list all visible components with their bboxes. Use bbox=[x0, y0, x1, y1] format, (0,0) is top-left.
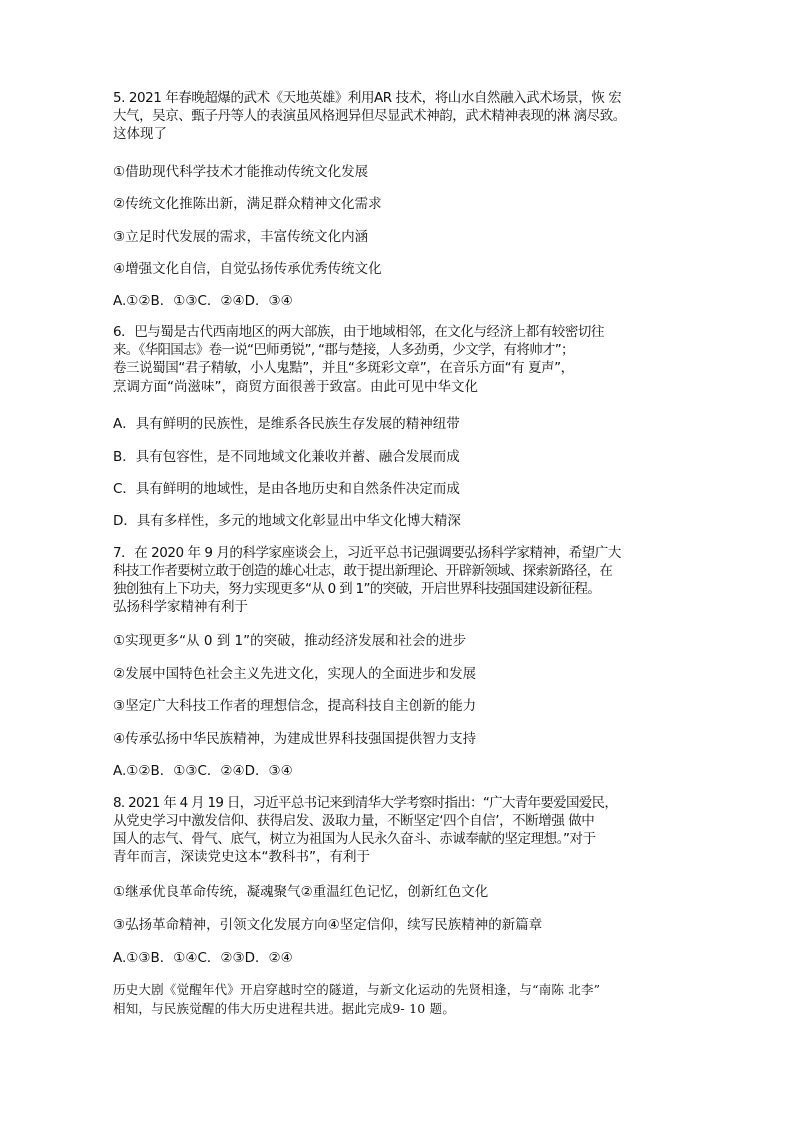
q7-item-1: ①实现更多“从 0 到 1”的突破，推动经济发展和社会的进步 bbox=[113, 633, 467, 649]
q6-option-d: D．具有多样性，多元的地域文化彰显出中华文化博大精深 bbox=[113, 513, 461, 529]
q5-item-1: ①借助现代科学技术才能推动传统文化发展 bbox=[113, 164, 369, 180]
q8-item-2: ③弘扬革命精神，引领文化发展方向④坚定信仰，续写民族精神的新篇章 bbox=[113, 917, 543, 933]
q7-stem-line-3: 独创独有上下功夫，努力实现更多“从 0 到 1”的突破，开启世界科技强国建设新征程。 bbox=[113, 581, 601, 597]
q6-stem-line-4: 烹调方面“尚滋味”，商贸方面很善于致富。由此可见中华文化 bbox=[113, 379, 478, 395]
q7-stem-line-4: 弘扬科学家精神有利于 bbox=[113, 599, 248, 615]
q5-stem-line-3: 这体现了 bbox=[113, 126, 167, 142]
q7-stem-line-1: 7．在 2020 年 9 月的科学家座谈会上，习近平总书记强调要弘扬科学家精神，希望广大 bbox=[113, 545, 621, 561]
q5-item-2: ②传统文化推陈出新，满足群众精神文化需求 bbox=[113, 196, 382, 212]
q6-option-b: B．具有包容性，是不同地域文化兼收并蓄、融合发展而成 bbox=[113, 449, 460, 465]
q6-option-c: C．具有鲜明的地域性，是由各地历史和自然条件决定而成 bbox=[113, 481, 460, 497]
q8-options: A.①③B．①④C．②③D．②④ bbox=[113, 950, 293, 966]
q7-item-2: ②发展中国特色社会主义先进文化，实现人的全面进步和发展 bbox=[113, 666, 477, 682]
q7-options: A.①②B．①③C．②④D．③④ bbox=[113, 763, 293, 779]
q8-stem-line-4: 青年而言，深读党史这本“教科书”，有利于 bbox=[113, 849, 370, 865]
q5-options: A.①②B．①③C．②④D．③④ bbox=[113, 293, 293, 309]
q6-stem-line-3: 卷三说蜀国“君子精敏，小人鬼黠”，并且“多斑彩文章”，在音乐方面“有 夏声”， bbox=[113, 360, 574, 376]
q5-stem-line-2: 大气，吴京、甄子丹等人的表演虽风格迥异但尽显武术神韵，武术精神表现的淋 漓尽致。 bbox=[113, 108, 626, 124]
q7-item-4: ④传承弘扬中华民族精神，为建成世界科技强国提供智力支持 bbox=[113, 731, 477, 747]
q9-10-intro-line-2: 相知，与民族觉醒的伟大历史进程共进。据此完成9- 10 题。 bbox=[113, 1001, 456, 1016]
q7-item-3: ③坚定广大科技工作者的理想信念，提高科技自主创新的能力 bbox=[113, 698, 477, 714]
q8-stem-line-3: 国人的志气、骨气、底气，树立为祖国为人民永久奋斗、赤诚奉献的坚定理想。”对于 bbox=[113, 831, 596, 847]
q7-stem-line-2: 科技工作者要树立敢于创造的雄心壮志，敢于提出新理论、开辟新领域、探索新路径，在 bbox=[113, 563, 613, 579]
q8-stem-line-1: 8. 2021 年 4 月 19 日，习近平总书记来到清华大学考察时指出：“广大青年要爱国爱民， bbox=[113, 795, 618, 811]
q6-stem-line-2: 来。《华阳国志》卷一说“巴师勇锐”, “郡与楚接，人多劲勇，少文学，有将帅才”； bbox=[113, 342, 574, 358]
q6-stem-line-1: 6．巴与蜀是古代西南地区的两大部族，由于地域相邻，在文化与经济上都有较密切往 bbox=[113, 324, 604, 340]
q5-item-3: ③立足时代发展的需求，丰富传统文化内涵 bbox=[113, 229, 369, 245]
q8-item-1: ①继承优良革命传统，凝魂聚气②重温红色记忆，创新红色文化 bbox=[113, 884, 489, 900]
q5-item-4: ④增强文化自信，自觉弘扬传承优秀传统文化 bbox=[113, 261, 382, 277]
q8-stem-line-2: 从党史学习中激发信仰、获得启发、汲取力量，不断坚定‘四个自信’，不断增强 做中 bbox=[113, 813, 595, 829]
q5-stem-line-1: 5. 2021 年春晚超爆的武术《天地英雄》利用AR 技术，将山水自然融入武术场景，恢 宏 bbox=[113, 90, 622, 106]
q6-option-a: A．具有鲜明的民族性，是维系各民族生存发展的精神纽带 bbox=[113, 416, 460, 432]
q9-10-intro-line-1: 历史大剧《觉醒年代》开启穿越时空的隧道，与新文化运动的先贤相逢，与“南陈 北李” bbox=[113, 982, 601, 997]
